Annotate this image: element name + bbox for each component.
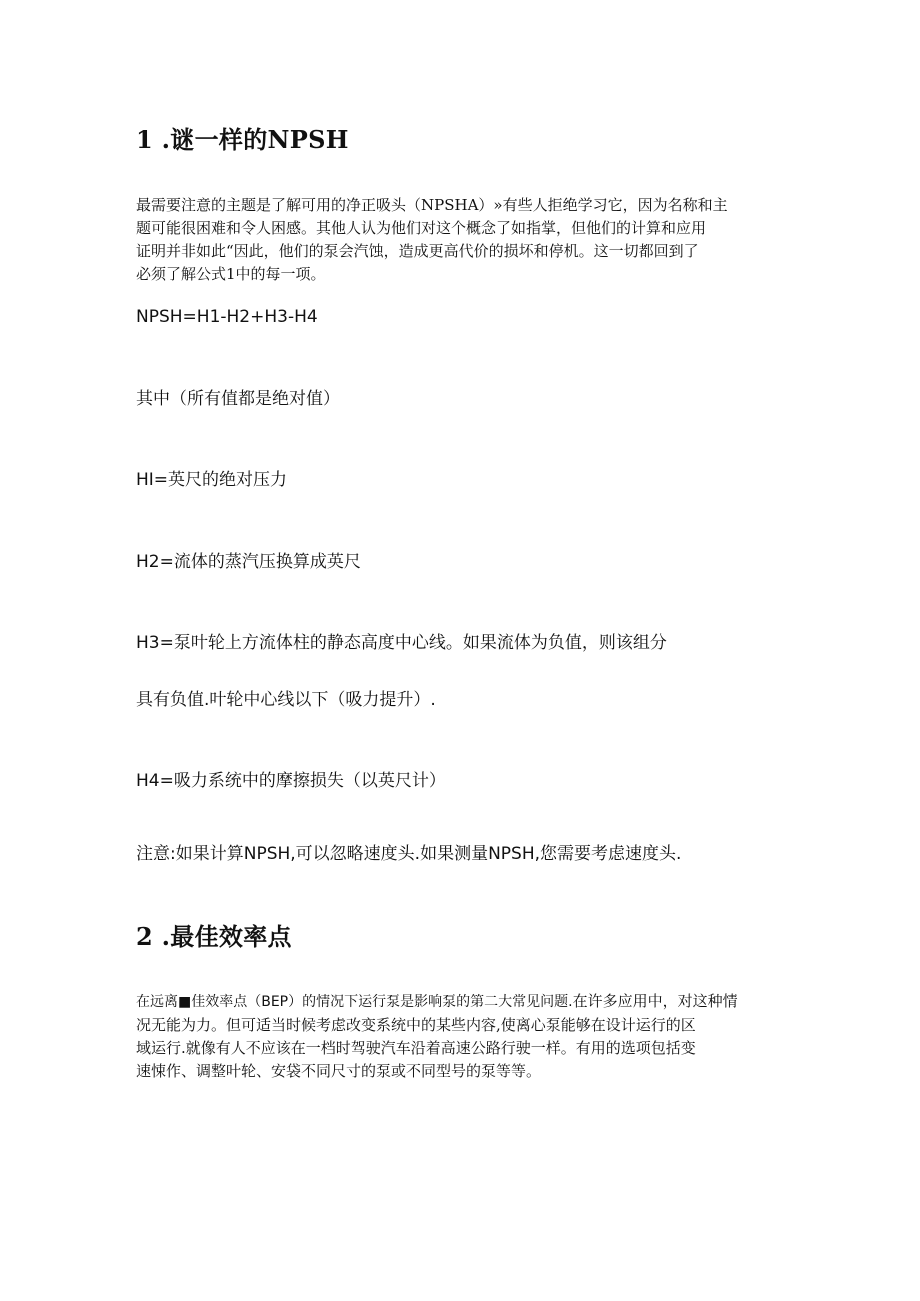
paragraph-line: 况无能为力。但可适当时候考虑改变系统中的某些内容,使离心泵能够在设计运行的区	[136, 1016, 696, 1034]
h4-definition: H4=吸力系统中的摩擦损失（以英尺计）	[136, 771, 446, 791]
paragraph-line-suffix: 在许多应用中，对这种情	[572, 992, 738, 1010]
paragraph-line: 速悚作、调整叶轮、安袋不同尺寸的泵或不同型号的泵等等。	[136, 1062, 542, 1080]
npsh-note: 注意:如果计算NPSH,可以忽略速度头.如果测量NPSH,您需要考虑速度头.	[136, 844, 682, 864]
h3-definition-line-1: H3=泵叶轮上方流体柱的静态高度中心线。如果流体为负值，则该组分	[136, 633, 667, 653]
section-2-paragraph	[136, 990, 786, 1083]
section-1-heading: 1 .谜一样的NPSH	[136, 125, 349, 154]
section-2-heading: 2 .最佳效率点	[136, 922, 292, 951]
h2-definition: H2=流体的蒸汽压换算成英尺	[136, 552, 361, 572]
where-clause: 其中（所有值都是绝对值）	[136, 389, 340, 409]
paragraph-line: 必须了解公式1中的每一项。	[136, 265, 326, 283]
paragraph-line: 最需要注意的主题是了解可用的净正吸头（NPSHA）»有些人拒绝学习它，因为名称和主	[136, 196, 728, 214]
paragraph-line	[136, 990, 786, 1014]
section-1-paragraph	[136, 194, 786, 286]
paragraph-line-prefix: 在远离■佳效率点（BEP）的情况下运行泵是影响泵的第二大常见问题.	[136, 994, 573, 1010]
paragraph-line: 域运行.就像有人不应该在一档时驾驶汽车沿着高速公路行驶一样。有用的选项包括变	[136, 1039, 696, 1057]
paragraph-line: 证明并非如此“因此，他们的泵会汽蚀，造成更高代价的损坏和停机。这一切都回到了	[136, 242, 699, 260]
paragraph-line: 题可能很困难和令人困感。其他人认为他们对这个概念了如指掌，但他们的计算和应用	[136, 219, 707, 237]
npsh-formula: NPSH=H1-H2+H3-H4	[136, 307, 318, 327]
h1-definition: HI=英尺的绝对压力	[136, 470, 288, 490]
h3-definition-line-2: 具有负值.叶轮中心线以下（吸力提升）.	[136, 690, 436, 710]
